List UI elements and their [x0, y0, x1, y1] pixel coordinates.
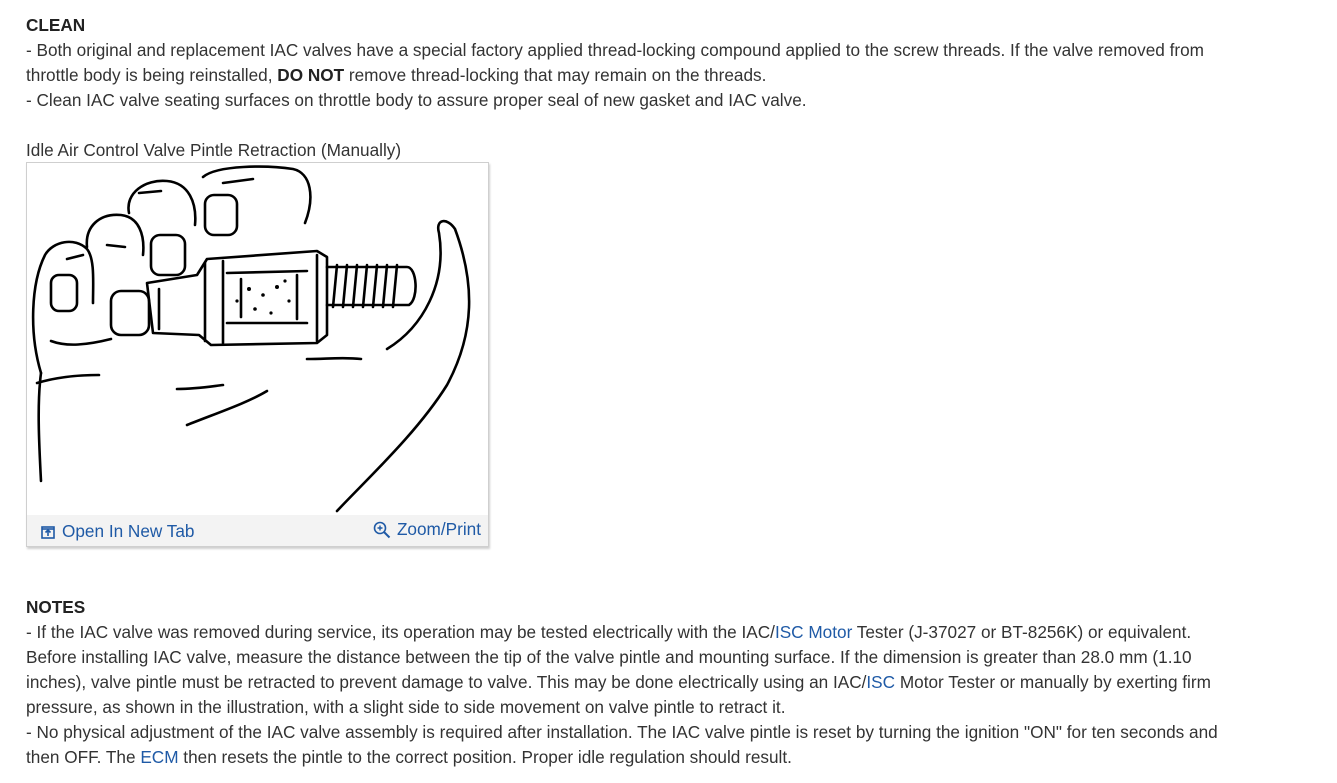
notes-n1-text-a: - If the IAC valve was removed during service, its operation may be tested electrically with the IAC/: [26, 622, 775, 642]
ecm-link[interactable]: ECM: [140, 747, 179, 767]
clean-p1-text-a: - Both original and replacement IAC valves have a special factory applied thread-locking compound applied to the screw threads. If the valve removed from throttle body is being reinstalled,: [26, 40, 1204, 85]
zoom-print-button[interactable]: [373, 519, 481, 540]
notes-n2-text-a: - No physical adjustment of the IAC valve assembly is required after installation. The IAC valve pintle is reset by turning the ignition "ON" for ten seconds and then OFF. The: [26, 722, 1218, 767]
notes-heading: NOTES: [26, 597, 86, 617]
zoom-in-icon: [373, 521, 391, 539]
clean-p1-text-c: remove thread-locking that may remain on the threads.: [344, 65, 767, 85]
notes-n2-text-b: then resets the pintle to the correct position. Proper idle regulation should result.: [178, 747, 792, 767]
open-external-icon: [40, 524, 56, 540]
zoom-print-label: Zoom/Print: [396, 519, 481, 539]
isc-motor-link[interactable]: ISC Motor: [774, 622, 853, 642]
open-in-new-tab-button[interactable]: [40, 521, 195, 542]
figure-box: [26, 162, 489, 547]
notes-paragraph-1: [26, 620, 1246, 720]
notes-section: [26, 595, 1246, 770]
notes-n1-text-b: Tester (J-37027 or BT-8256K) or equivalent. Before installing IAC valve, measure the distance between the tip of the valve pintle and mounting surface. If the dimension is greater than 28.0 mm (1.10 inches), valve pintle must be retracted to prevent damage to valve. This may be done electrically using an IAC/: [26, 622, 1192, 692]
iac-valve-hand-illustration: [27, 163, 488, 515]
clean-heading: CLEAN: [26, 15, 86, 35]
isc-link[interactable]: ISC: [866, 672, 896, 692]
article: [26, 13, 1246, 163]
open-in-new-tab-label: Open In New Tab: [62, 521, 195, 541]
figure-caption: Idle Air Control Valve Pintle Retraction (Manually): [26, 140, 402, 160]
notes-paragraph-2: [26, 720, 1246, 770]
notes-n1-text-c: Motor Tester or manually by exerting firm pressure, as shown in the illustration, with a slight side to side movement on valve pintle to retract it.: [26, 672, 1211, 717]
clean-paragraph-2: - Clean IAC valve seating surfaces on throttle body to assure proper seal of new gasket and IAC valve.: [26, 90, 807, 110]
clean-paragraph-1: [26, 38, 1246, 88]
do-not-emphasis: DO NOT: [277, 65, 345, 85]
figure-toolbar: [27, 515, 488, 546]
